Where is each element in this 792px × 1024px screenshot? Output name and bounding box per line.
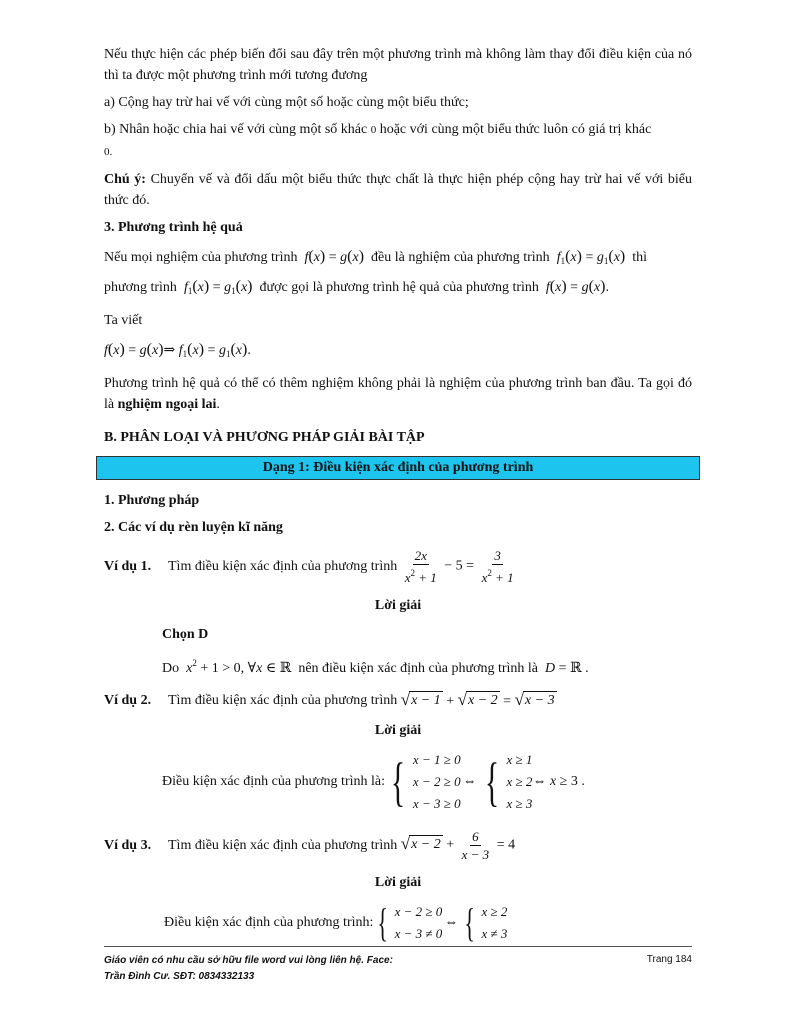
example-1-solution: Do $x^2 + 1 > 0$, ∀x ∈ ℝ nên điều kiện xác định của phương trình là D = ℝ . — [162, 658, 589, 676]
examples-heading: 2. Các ví dụ rèn luyện kĩ năng — [104, 520, 283, 535]
intro-paragraph: Nếu thực hiện các phép biến đổi sau đây trên một phương trình mà không làm thay đổi điều kiện của nó thì ta được một phương trình mới tương đương — [104, 47, 692, 83]
example-2-solution-title: Lời giải — [374, 723, 422, 738]
dang-1-banner: Dạng 1: Điều kiện xác định của phương trình — [96, 456, 700, 480]
example-1-choice: Chọn D — [162, 627, 209, 642]
example-1-equation: $\frac{2x}{x^2 + 1}$ − 5 = $\frac{3}{x^2 + 1}$ — [404, 548, 514, 585]
example-2-solution: Điều kiện xác định của phương trình là: { x − 1 ≥ 0 x − 2 ≥ 0 x − 3 ≥ 0 ⇔ { x ≥ 1 x ≥ 2 x ≥ 3 ⇔ x ≥ 3 . — [162, 752, 585, 812]
consequence-paragraph: Phương trình hệ quả có thể có thêm nghiệm không phải là nghiệm của phương trình ban đầu. Ta gọi đó là nghiệm ngoại lai. — [104, 376, 692, 412]
rule-b: b) Nhân hoặc chia hai vế với cùng một số khác 0 hoặc với cùng một biểu thức luôn có giá trị khác — [104, 122, 652, 137]
page-number: Trang 184 — [646, 954, 692, 965]
footer-contact-line-2: Trần Đình Cư. SĐT: 0834332133 — [104, 971, 255, 982]
section-b-title: B. PHÂN LOẠI VÀ PHƯƠNG PHÁP GIẢI BÀI TẬP — [104, 430, 425, 445]
rule-b-zero: 0. — [104, 146, 113, 158]
example-3: Ví dụ 3. Tìm điều kiện xác định của phương trình √ x − 2 + $\frac{6}{x - 3}$ = 4 — [104, 829, 516, 862]
eq-f1-g1: $f_1(x) = g_1(x)$ — [556, 248, 626, 266]
eq-f-g-b: f(x) = g(x). — [545, 278, 609, 295]
method-heading: 1. Phương pháp — [104, 493, 200, 508]
ta-viet: Ta viết — [104, 313, 143, 328]
rule-a: a) Cộng hay trừ hai vế với cùng một số hoặc cùng một biểu thức; — [104, 95, 469, 110]
example-1-solution-title: Lời giải — [374, 598, 422, 613]
example-3-solution: Điều kiện xác định của phương trình: { x − 2 ≥ 0 x − 3 ≠ 0 ⇔ { x ≥ 2 x ≠ 3 — [164, 900, 508, 945]
example-2-equation: √ x − 1 + √ x − 2 = √ x − 3 — [400, 690, 555, 709]
eq-f1-g1-b: $f_1(x) = g_1(x)$ — [183, 278, 253, 296]
example-1: Ví dụ 1. Tìm điều kiện xác định của phương trình $\frac{2x}{x^2 + 1}$ − 5 = $\frac{3}{x^2 + 1}$ — [104, 548, 692, 585]
example-3-solution-title: Lời giải — [374, 875, 422, 890]
section-3-line-1: Nếu mọi nghiệm của phương trình f(x) = g(x) đều là nghiệm của phương trình $f_1(x) = g_1(x)$ thì — [104, 248, 648, 266]
footer-contact-line-1: Giáo viên có nhu cầu sở hữu file word vui lòng liên hệ. Face: — [104, 955, 393, 966]
example-3-equation: √ x − 2 + $\frac{6}{x - 3}$ = 4 — [400, 829, 516, 862]
example-2: Ví dụ 2. Tìm điều kiện xác định của phương trình √ x − 1 + √ x − 2 = √ x − 3 — [104, 690, 555, 709]
page-footer — [104, 946, 692, 985]
document-page — [104, 44, 692, 945]
section-3-title: 3. Phương trình hệ quả — [104, 220, 243, 235]
note-paragraph: Chú ý: Chuyển vế và đổi dấu một biểu thức thực chất là thực hiện phép cộng hay trừ hai vế với biểu thức đó. — [104, 172, 692, 208]
implication-formula: f(x) = g(x)⇒ $f_1(x) = g_1(x)$. — [104, 341, 251, 359]
section-3-line-2: phương trình $f_1(x) = g_1(x)$ được gọi là phương trình hệ quả của phương trình f(x) = g(x). — [104, 278, 609, 296]
eq-f-g: f(x) = g(x) — [304, 248, 365, 265]
